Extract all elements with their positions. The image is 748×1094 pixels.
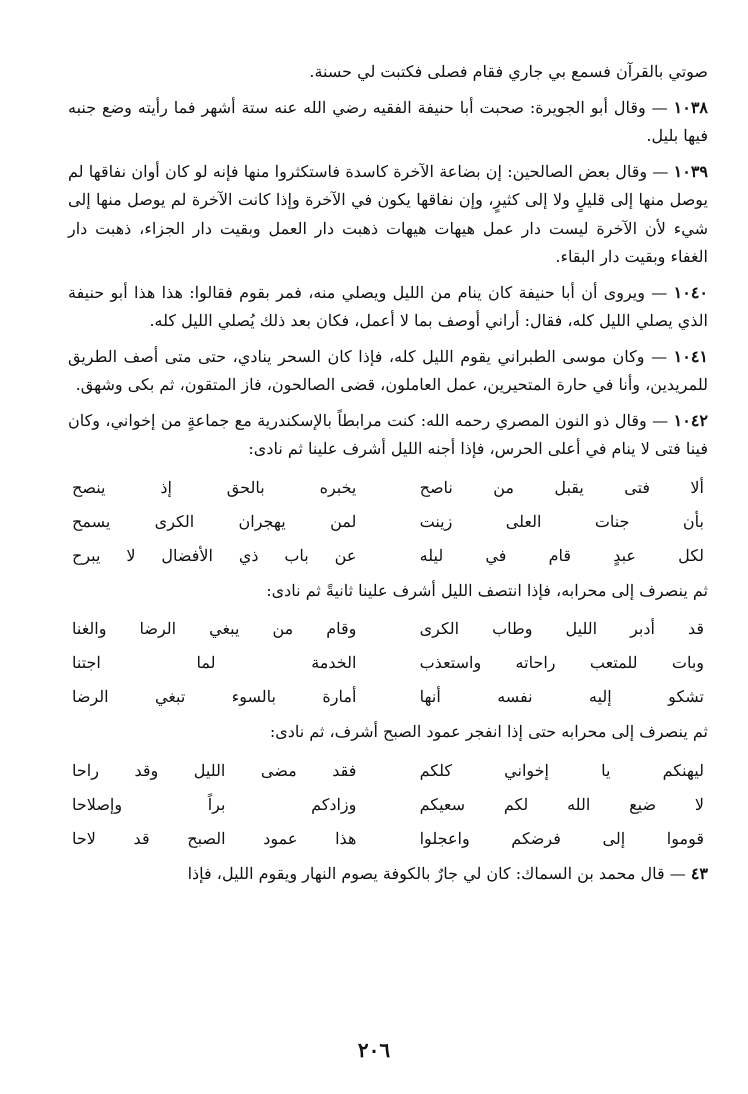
hemistich-right: قد أدبر الليل وطاب الكرى — [419, 619, 704, 638]
hemistich-left: وزادكم براً وإصلاحا — [72, 794, 357, 814]
paragraph-1038: ١٠٣٨ — وقال أبو الجويرة: صحبت أبا حنيفة الفقيه رضي الله عنه ستة أشهر فما رأيته وضع جنبه فيها بليل. — [68, 97, 708, 145]
hemistich-left: يخبره بالحق إذ ينصح — [72, 477, 357, 497]
transition-first: ثم ينصرف إلى محرابه، فإذا انتصف الليل أشرف علينا ثانيةً ثم نادى: — [266, 580, 708, 600]
page-number: ٢٠٦ — [357, 1038, 391, 1062]
paragraph-continuation: صوتي بالقرآن فسمع بي جاري فقام فصلى فكتبت لي حسنة. — [309, 62, 708, 81]
page-body — [68, 58, 708, 895]
poem-second — [68, 612, 708, 714]
paragraph-1042: ١٠٤٢ — وقال ذو النون المصري رحمه الله: كنت مرابطاً بالإسكندرية مع جماعةٍ من إخواني، وكان فينا فتى لا ينام في أعلى الحرس، فإذا أجنه الليل أشرف علينا ثم نادى: — [68, 410, 709, 458]
poem-line — [68, 788, 708, 822]
hemistich-right: ليهنكم يا إخواني كلكم — [419, 760, 704, 780]
hemistich-left: هذا عمود الصبح قد لاحا — [72, 828, 357, 848]
paragraph-1040: ١٠٤٠ — ويروى أن أبا حنيفة كان ينام من الليل ويصلي منه، فمر بقوم فقالوا: هذا هذا أبو حنيفة الذي يصلي الليل كله، فقال: أراني أوصف بما لا أعمل، فكان بعد ذلك يُصلي الليل كله. — [68, 282, 708, 330]
hemistich-right: تشكو إليه نفسه أنها — [419, 687, 704, 706]
hemistich-left: فقد مضى الليل وقد راحا — [72, 760, 357, 780]
poem-line — [68, 505, 708, 539]
poem-line — [68, 471, 708, 505]
hemistich-right: قوموا إلى فرضكم واعجلوا — [419, 828, 704, 848]
hemistich-right: لا ضيع الله لكم سعيكم — [419, 794, 704, 814]
hemistich-right: وبات للمتعب راحاته واستعذب — [419, 653, 704, 672]
poem-line — [68, 822, 708, 856]
paragraph-1043: ٤٣ — قال محمد بن السماك: كان لي جارٌ بالكوفة يصوم النهار ويقوم الليل، فإذا — [187, 863, 708, 883]
hemistich-left: عن باب ذي الأفضال لا يبرح — [72, 545, 357, 565]
hemistich-right: لكل عبدٍ قام في ليله — [419, 545, 704, 565]
poem-line — [68, 612, 708, 646]
paragraph-1039: ١٠٣٩ — وقال بعض الصالحين: إن بضاعة الآخرة كاسدة فاستكثروا منها فإنه لو كان أوان نفاقها لم يوصل منها إلى قليلٍ ولا إلى كثيرٍ، وإن نفاقها يكون في الآخرة وإذا كانت الآخرة لم يوصل منها إلى شيء لأن الآخرة ليست دار عمل هيهات هيهات ذهبت دار العمل وبقيت دار الجزاء، ذهبت دار الغفاء وبقيت دار البقاء. — [68, 161, 709, 266]
poem-line — [68, 680, 708, 714]
poem-line — [68, 539, 708, 573]
poem-line — [68, 646, 708, 680]
hemistich-left: الخدمة لما اجتنا — [72, 653, 357, 672]
poem-line — [68, 754, 708, 788]
hemistich-left: أمارة بالسوء تبغي الرضا — [72, 687, 357, 706]
poem-third — [68, 754, 708, 856]
hemistich-right: بأن جنات العلى زينت — [419, 511, 704, 531]
hemistich-right: ألا فتى يقبل من ناصح — [419, 477, 704, 497]
transition-second: ثم ينصرف إلى محرابه حتى إذا انفجر عمود الصبح أشرف، ثم نادى: — [269, 722, 708, 741]
hemistich-left: لمن يهجران الكرى يسمح — [72, 511, 357, 531]
poem-first — [68, 471, 708, 573]
hemistich-left: وقام من يبغي الرضا والغنا — [72, 619, 357, 638]
paragraph-1041: ١٠٤١ — وكان موسى الطبراني يقوم الليل كله، فإذا كان السحر ينادي، حتى متى أصف الطريق للمريدين، وأنا في حارة المتحيرين، عمل العاملون، قضى الصالحون، فاز المتقون، ثم بكى وشهق. — [68, 346, 709, 394]
